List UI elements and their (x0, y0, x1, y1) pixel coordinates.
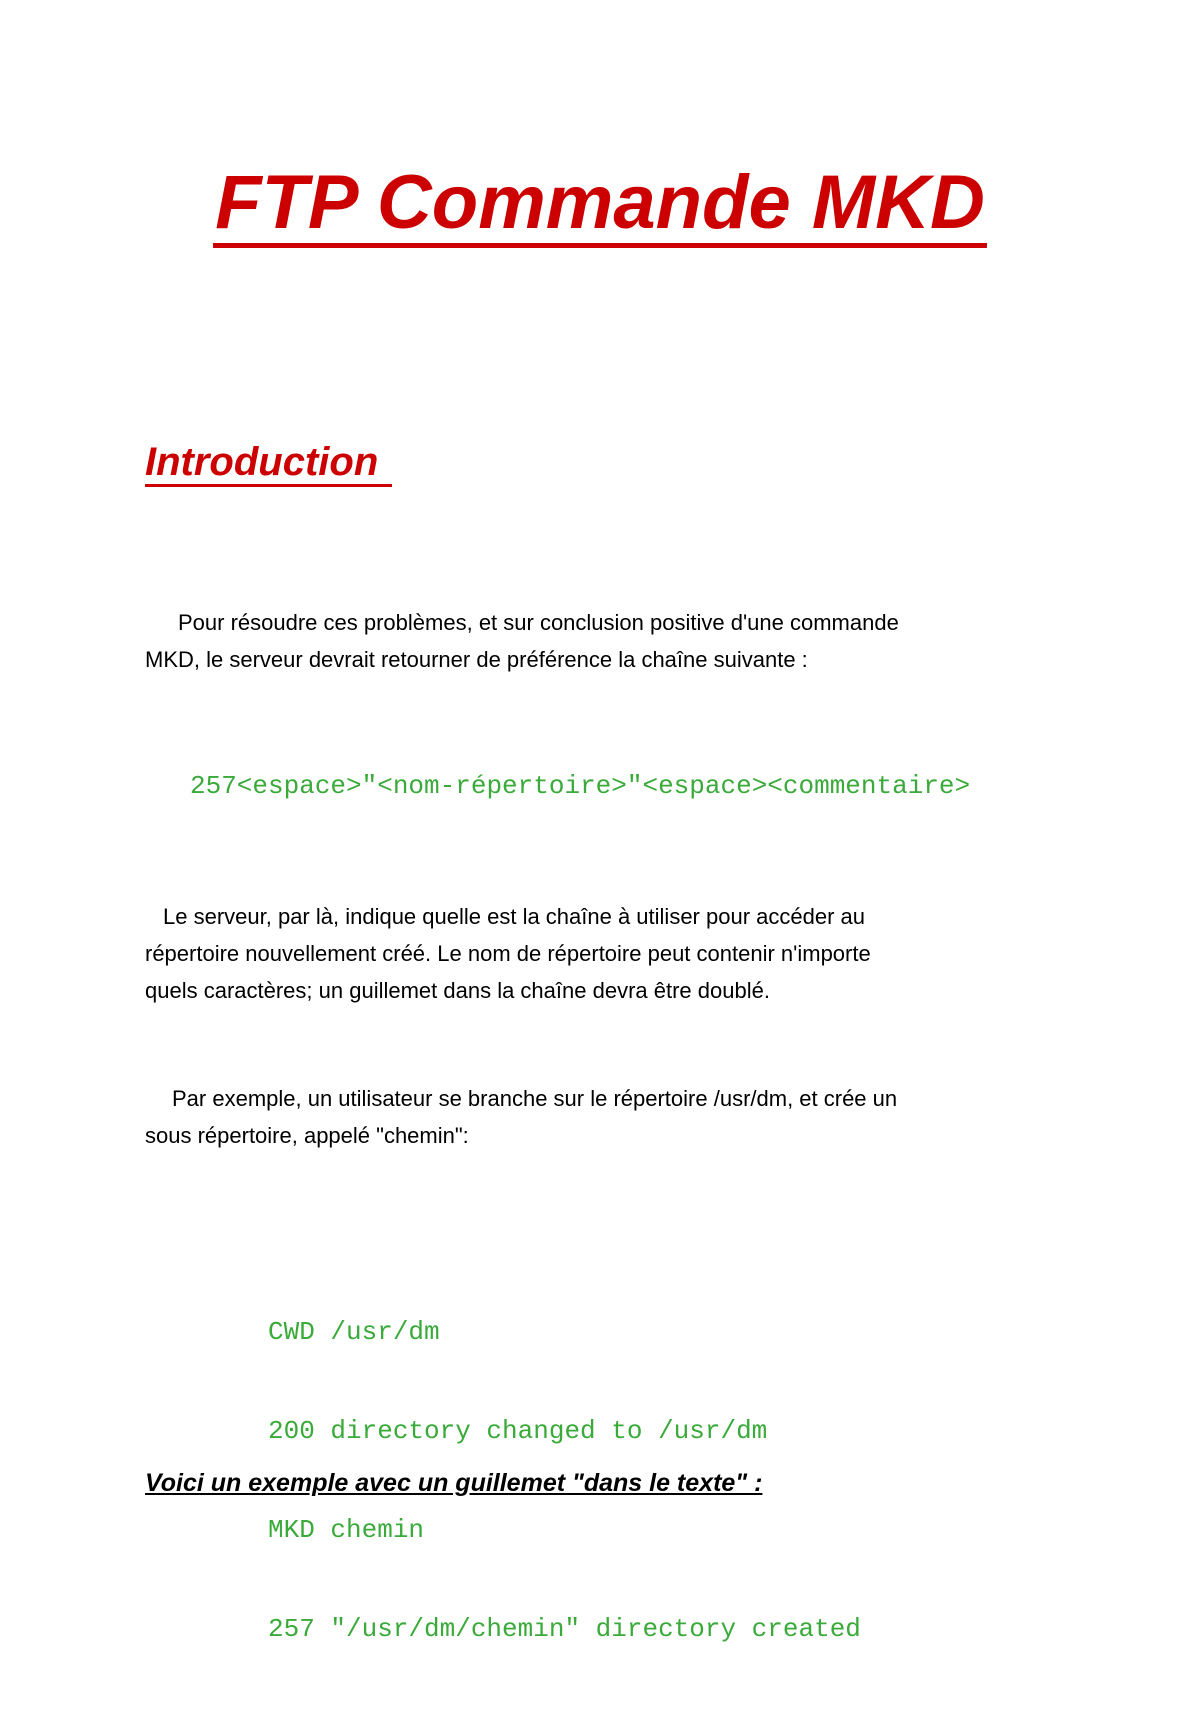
code-example-line: 257 "/usr/dm/chemin" directory created (268, 1614, 861, 1644)
section-heading-introduction (145, 440, 392, 484)
paragraph-server-line-3: quels caractères; un guillemet dans la chaîne devra être doublé. (145, 978, 770, 1003)
document-title (0, 160, 1200, 248)
paragraph-example-line-2: sous répertoire, appelé "chemin": (145, 1123, 469, 1148)
code-response-format: 257<espace>"<nom-répertoire>"<espace><commentaire> (190, 771, 971, 801)
paragraph-server-line-2: répertoire nouvellement créé. Le nom de répertoire peut contenir n'importe (145, 941, 871, 966)
paragraph-intro (145, 604, 1055, 678)
example-heading: Voici un exemple avec un guillemet "dans le texte" : (145, 1469, 763, 1497)
code-example-line: MKD chemin (268, 1515, 425, 1545)
section-heading-text: Introduction (145, 440, 392, 487)
paragraph-intro-line-1: Pour résoudre ces problèmes, et sur conclusion positive d'une commande (178, 610, 899, 635)
code-example-line: 200 directory changed to /usr/dm (268, 1416, 768, 1446)
paragraph-server-line-1: Le serveur, par là, indique quelle est la chaîne à utiliser pour accéder au (163, 904, 865, 929)
paragraph-example (145, 1080, 1055, 1154)
paragraph-intro-line-2: MKD, le serveur devrait retourner de préférence la chaîne suivante : (145, 647, 808, 672)
code-example-line: CWD /usr/dm (268, 1317, 440, 1347)
paragraph-example-line-1: Par exemple, un utilisateur se branche sur le répertoire /usr/dm, et crée un (172, 1086, 898, 1111)
paragraph-server (145, 898, 1055, 1009)
document-title-text: FTP Commande MKD (213, 165, 987, 248)
